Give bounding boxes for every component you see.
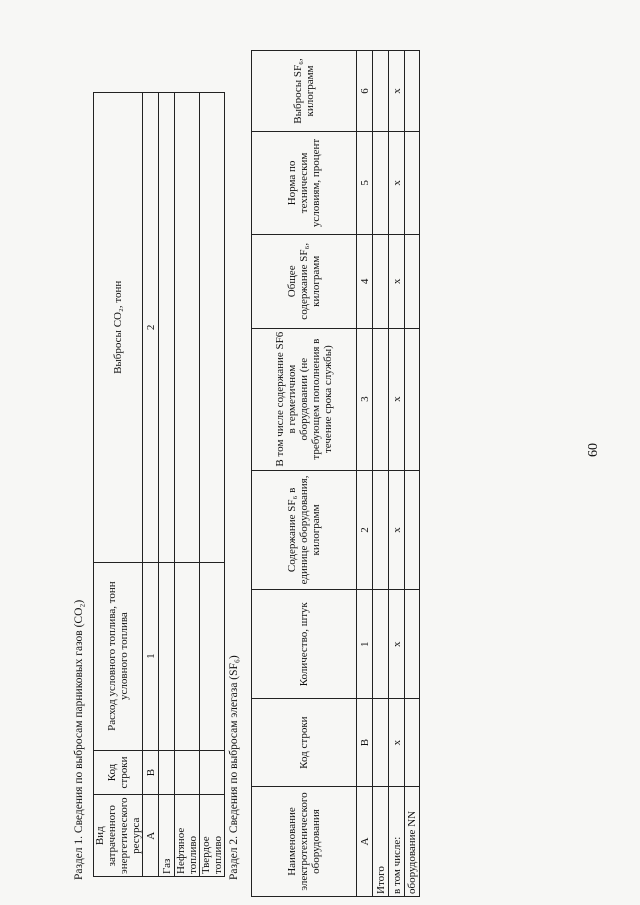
cross-mark: х <box>389 328 405 470</box>
s2-index-3: 3 <box>357 328 373 470</box>
s1-index-2: 2 <box>143 93 159 563</box>
table-row <box>405 51 420 897</box>
s2-header-quantity: Количество, штук <box>252 590 357 699</box>
s1-row-gas: Газ <box>159 795 175 877</box>
s2-index-a: А <box>357 787 373 897</box>
section1-header-row <box>94 93 143 877</box>
s2-header-equipment: Наименование электротехнического оборудования <box>252 787 357 897</box>
s2-index-1: 1 <box>357 590 373 699</box>
s2-header-emissions: Выбросы SF₆, килограмм <box>252 51 357 132</box>
cross-mark: х <box>389 51 405 132</box>
cross-mark: х <box>389 470 405 590</box>
s1-row-solid: Твердое топливо <box>200 795 225 877</box>
s1-header-co2: Выбросы CO₂, тонн <box>94 93 143 563</box>
s1-row-oil: Нефтяное топливо <box>175 795 200 877</box>
s1-header-fuel: Расход условного топлива, тонн условного топлива <box>94 562 143 750</box>
cross-mark: х <box>389 590 405 699</box>
cross-mark: х <box>389 131 405 234</box>
section2-title: Раздел 2. Сведения по выбросам элегаза (SF₆) <box>228 655 240 880</box>
table-row <box>159 93 175 877</box>
s2-header-total: Общее содержание SF₆, килограмм <box>252 234 357 328</box>
table-row <box>200 93 225 877</box>
s2-row-including: в том числе: <box>389 787 405 897</box>
table-row <box>175 93 200 877</box>
s2-index-b: В <box>357 699 373 787</box>
s1-index-1: 1 <box>143 562 159 750</box>
s2-index-6: 6 <box>357 51 373 132</box>
cross-mark: х <box>389 699 405 787</box>
s2-index-5: 5 <box>357 131 373 234</box>
section1-index-row <box>143 93 159 877</box>
s2-header-sealed: В том числе содержание SF6 в герметичном оборудовании (не требующем пополнения в течение срока службы) <box>252 328 357 470</box>
table-row <box>373 51 389 897</box>
section1-table <box>93 92 225 877</box>
s2-header-content-unit: Содержание SF₆ в единице оборудования, килограмм <box>252 470 357 590</box>
s2-header-code: Код строки <box>252 699 357 787</box>
s2-index-4: 4 <box>357 234 373 328</box>
s2-row-equipment-nn: оборудование NN <box>405 787 420 897</box>
s1-header-resource: Вид затраченного энергетического ресурса <box>94 795 143 877</box>
page-number: 60 <box>586 443 601 457</box>
table-row <box>389 51 405 897</box>
s1-index-b: В <box>143 750 159 795</box>
s1-index-a: А <box>143 795 159 877</box>
s2-header-norm: Норма по техническим условиям, процент <box>252 131 357 234</box>
section2-header-row <box>252 51 357 897</box>
section2-table <box>251 50 420 897</box>
section2-index-row <box>357 51 373 897</box>
s2-row-total: Итого <box>373 787 389 897</box>
section1-title: Раздел 1. Сведения по выбросам парниковых газов (CO₂) <box>73 599 85 880</box>
s1-header-code: Код строки <box>94 750 143 795</box>
cross-mark: х <box>389 234 405 328</box>
s2-index-2: 2 <box>357 470 373 590</box>
